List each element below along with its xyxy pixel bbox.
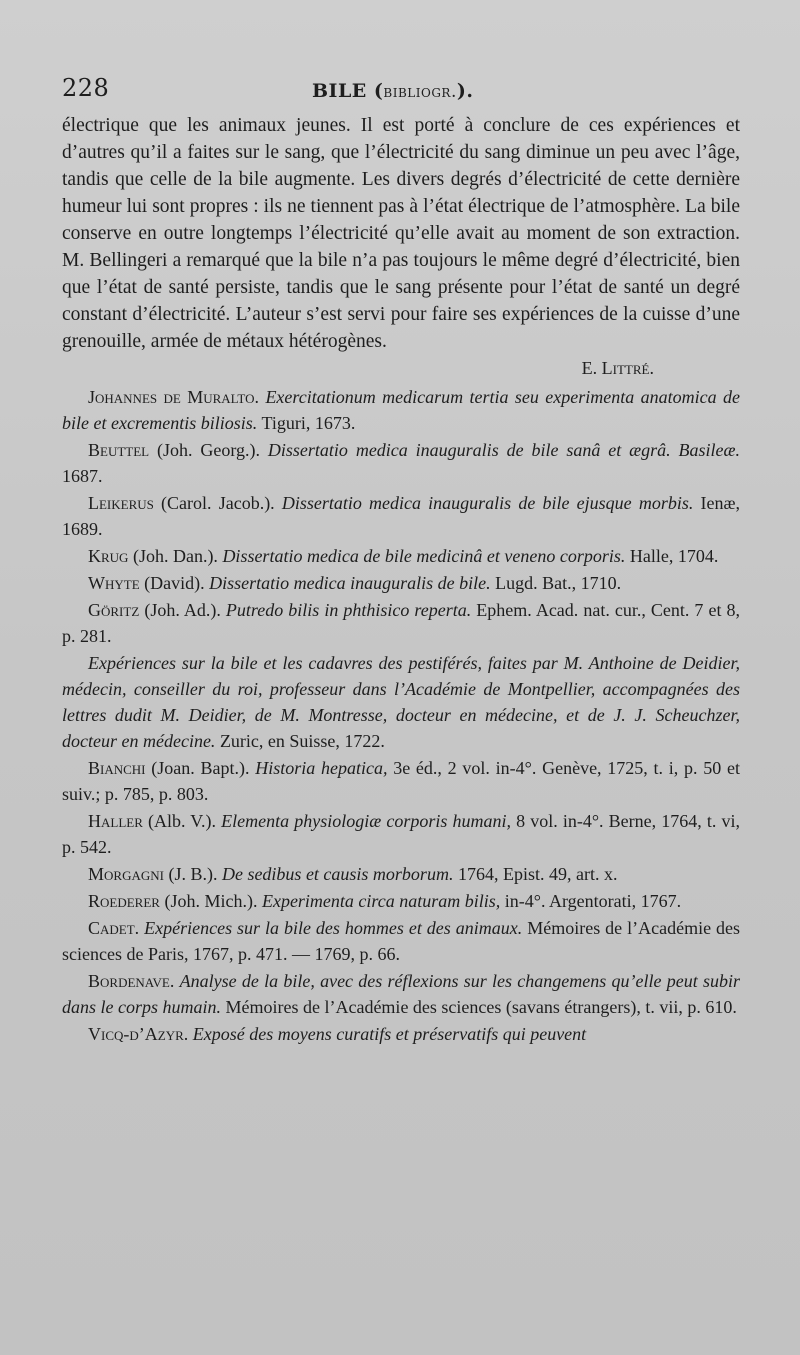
entry-author: Vicq-d’Azyr. — [88, 1024, 189, 1044]
entry-details: Halle, 1704. — [629, 546, 719, 566]
entry-details: Ephem. Acad. nat. cur., Cent. 7 et 8, p. 281. — [62, 600, 741, 646]
entry-title: Expériences sur la bile et les cadavres des pestiférés, faites par M. Anthoine de Deidier, médecin, conseiller du roi, professeur dans l’Académie de Montpellier, accompagnées des lettres dudit M. Deidier, de M. Montresse, docteur en médecine, et de J. J. Scheuchzer, docteur en médecine. — [62, 653, 740, 751]
entry-title: Historia hepatica, — [255, 758, 388, 778]
page-number: 228 — [62, 74, 110, 102]
bibliography-entry: Bianchi (Joan. Bapt.). Historia hepatica, 3e éd., 2 vol. in-4°. Genève, 1725, t. i, p. 50 et suiv.; p. 785, p. 803. — [62, 758, 740, 804]
bibliography-entry — [62, 915, 740, 967]
entry-title: Analyse de la bile, avec des réflexions sur les changemens qu’elle peut subir dans le corps humain. — [62, 971, 741, 1017]
entry-title: Experimenta circa naturam bilis, — [261, 891, 501, 911]
bibliography-entry — [62, 384, 740, 436]
entry-title: Elementa physiologiæ corporis humani, — [221, 811, 511, 831]
entry-author: Johannes de Muralto. — [88, 387, 260, 407]
entry-author: Göritz — [88, 600, 140, 620]
bibliography-entry: Beuttel (Joh. Georg.). Dissertatio medica inauguralis de bile sanâ et ægrâ. Basileæ. 1687. — [62, 440, 740, 486]
entry-details: Mémoires de l’Académie des sciences de Paris, 1767, p. 471. — 1769, p. 66. — [62, 918, 741, 964]
entry-author: Beuttel — [88, 440, 150, 460]
bibliography-entry: Haller (Alb. V.). Elementa physiologiæ corporis humani, 8 vol. in-4°. Berne, 1764, t. vi, p. 542. — [62, 811, 741, 857]
body-paragraph: électrique que les animaux jeunes. Il est porté à conclure de ces expériences et d’autres qu’il a faites sur le sang, que l’électricité du sang diminue un peu avec l’âge, tandis que celle de la bile augmente. Les divers degrés d’électricité de cette dernière humeur lui sont propres : ils ne tiennent pas à l’état électrique de l’atmosphère. La bile conserve en outre longtemps l’électricité qu’elle avait au moment de son extraction. M. Bellingeri a remarqué que la bile n’a pas toujours le même degré d’électricité, bien que l’état de santé persiste, tandis que le sang présente pour l’état de santé un degré constant d’électricité. L’auteur s’est servi pour faire ses expériences de la cuisse d’une grenouille, armée de métaux hétérogènes. — [62, 115, 740, 352]
entry-author: Leikerus — [88, 493, 154, 513]
entry-author: Whyte — [88, 573, 140, 593]
entry-details: 1687. — [62, 466, 103, 486]
running-title: BILE (bibliogr.). — [312, 80, 474, 102]
bibliography-entry: Morgagni (J. B.). De sedibus et causis morborum. 1764, Epist. 49, art. x. — [88, 864, 618, 884]
entry-details: Mémoires de l’Académie des sciences (savans étrangers), t. vii, p. 610. — [225, 997, 737, 1017]
entry-details: Ienæ, 1689. — [62, 493, 740, 539]
entry-title: Dissertatio medica inauguralis de bile. — [209, 573, 491, 593]
entry-author: Haller — [88, 811, 143, 831]
entry-author: Cadet. — [88, 918, 140, 938]
entry-author: Roederer — [88, 891, 160, 911]
entry-title: Putredo bilis in phthisico reperta. — [225, 600, 472, 620]
running-head — [62, 72, 740, 112]
entry-details: 8 vol. in-4°. Berne, 1764, t. vi, p. 542. — [62, 811, 741, 857]
entry-title: Exposé des moyens curatifs et préservatifs qui peuvent — [192, 1024, 587, 1044]
bibliography-entry — [62, 1021, 740, 1047]
entry-title: Expériences sur la bile des hommes et des animaux. — [144, 918, 523, 938]
author-signature: E. Littré. — [581, 358, 654, 378]
bibliography-entry — [62, 968, 740, 1020]
entry-details: Tiguri, 1673. — [261, 413, 356, 433]
entry-author: Bordenave. — [88, 971, 175, 991]
bibliography-entry: Leikerus (Carol. Jacob.). Dissertatio medica inauguralis de bile ejusque morbis. Ienæ, 1689. — [62, 493, 740, 539]
entry-author: Bianchi — [88, 758, 146, 778]
entry-title: Dissertatio medica inauguralis de bile ejusque morbis. — [281, 493, 694, 513]
entry-details: Lugd. Bat., 1710. — [495, 573, 622, 593]
bibliography-entry: Whyte (David). Dissertatio medica inauguralis de bile. Lugd. Bat., 1710. — [88, 573, 622, 593]
entry-details: Zuric, en Suisse, 1722. — [219, 731, 385, 751]
entry-title: Dissertatio medica de bile medicinâ et veneno corporis. — [222, 546, 626, 566]
bibliography-entry — [62, 650, 740, 754]
entry-details: 1764, Epist. 49, art. x. — [457, 864, 618, 884]
entry-title: Dissertatio medica inauguralis de bile sanâ et ægrâ. Basileæ. — [267, 440, 740, 460]
entry-author: Morgagni — [88, 864, 164, 884]
bibliography-entry: Krug (Joh. Dan.). Dissertatio medica de bile medicinâ et veneno corporis. Halle, 1704. — [88, 546, 719, 566]
entry-details: 3e éd., 2 vol. in-4°. Genève, 1725, t. i, p. 50 et suiv.; p. 785, p. 803. — [62, 758, 740, 804]
bibliography-entry: Roederer (Joh. Mich.). Experimenta circa naturam bilis, in-4°. Argentorati, 1767. — [88, 891, 682, 911]
entry-title: Exercitationum medicarum tertia seu experimenta anatomica de bile et excrementis biliosis. — [62, 387, 741, 433]
entry-author: Krug — [88, 546, 129, 566]
entry-details: in-4°. Argentorati, 1767. — [504, 891, 682, 911]
bibliography-list — [62, 384, 740, 1047]
bibliography-entry: Göritz (Joh. Ad.). Putredo bilis in phthisico reperta. Ephem. Acad. nat. cur., Cent. 7 et 8, p. 281. — [62, 600, 741, 646]
entry-title: De sedibus et causis morborum. — [221, 864, 454, 884]
